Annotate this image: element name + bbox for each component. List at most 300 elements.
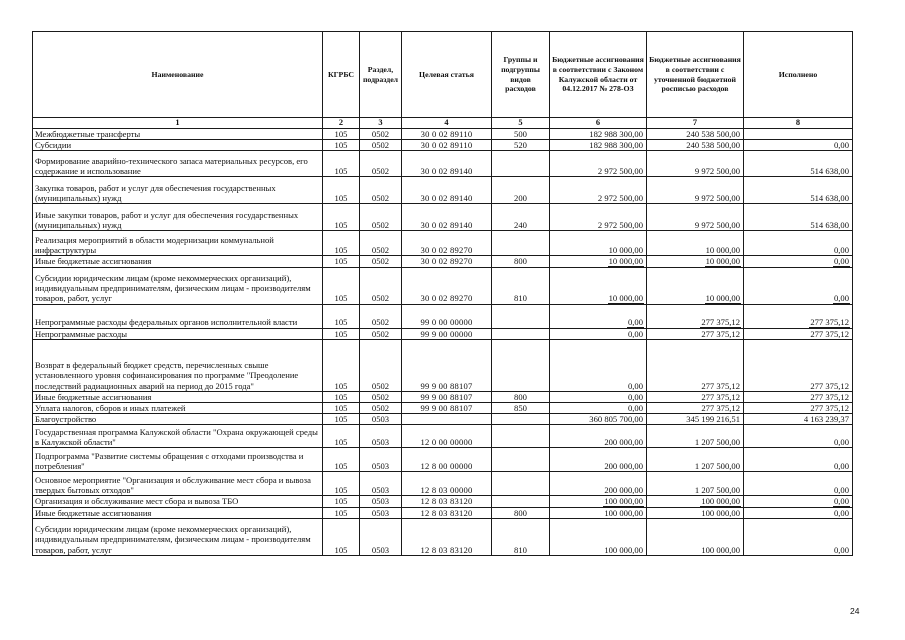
row-group-cell xyxy=(492,518,550,555)
row-target-cell xyxy=(402,267,492,304)
row-executed-amount-cell xyxy=(744,414,853,425)
column-number-row xyxy=(33,118,853,129)
row-target-text: 99 0 00 00000 xyxy=(420,317,473,328)
table-row xyxy=(33,328,853,339)
column-number: 7 xyxy=(647,118,744,129)
row-name-cell xyxy=(33,256,323,267)
row-name-cell xyxy=(33,496,323,507)
row-name-text: Формирование аварийно-технического запаса материальных ресурсов, его содержание и использование xyxy=(35,156,308,177)
row-kgrbs-text: 105 xyxy=(334,140,348,151)
row-executed-amount-cell xyxy=(744,151,853,177)
row-name-cell xyxy=(33,507,323,518)
row-law-amount-text: 100 000,00 xyxy=(604,544,643,555)
row-section-cell xyxy=(360,425,402,448)
row-refined-amount-cell xyxy=(647,448,744,472)
row-kgrbs-cell xyxy=(323,339,360,391)
table-row xyxy=(33,472,853,496)
row-target-cell xyxy=(402,472,492,496)
row-target-cell xyxy=(402,140,492,151)
row-target-cell xyxy=(402,177,492,204)
column-number: 1 xyxy=(33,118,323,129)
row-name-cell xyxy=(33,425,323,448)
row-law-amount-text: 0,00 xyxy=(627,380,643,391)
row-executed-amount-text: 277 375,12 xyxy=(810,403,849,414)
column-number: 8 xyxy=(744,118,853,129)
row-section-cell xyxy=(360,496,402,507)
row-section-cell xyxy=(360,339,402,391)
row-law-amount-cell xyxy=(550,518,647,555)
row-law-amount-text: 200 000,00 xyxy=(604,485,643,496)
row-executed-amount-cell xyxy=(744,339,853,391)
table-row xyxy=(33,403,853,414)
row-refined-amount-cell xyxy=(647,328,744,339)
row-law-amount-text: 0,00 xyxy=(627,403,643,414)
row-law-amount-text: 200 000,00 xyxy=(604,461,643,472)
row-kgrbs-cell xyxy=(323,140,360,151)
row-name-cell xyxy=(33,231,323,256)
row-law-amount-cell xyxy=(550,391,647,402)
row-law-amount-cell xyxy=(550,140,647,151)
row-section-cell xyxy=(360,507,402,518)
row-target-text: 99 9 00 88107 xyxy=(420,391,473,402)
row-law-amount-text: 10 000,00 xyxy=(608,245,643,256)
row-target-text: 12 0 00 00000 xyxy=(420,437,473,448)
row-name-cell xyxy=(33,391,323,402)
row-refined-amount-cell xyxy=(647,231,744,256)
row-refined-amount-text: 240 538 500,00 xyxy=(686,140,740,151)
row-refined-amount-text: 1 207 500,00 xyxy=(694,437,740,448)
row-executed-amount-cell xyxy=(744,518,853,555)
row-executed-amount-cell xyxy=(744,140,853,151)
row-target-text: 12 8 03 83120 xyxy=(420,544,473,555)
row-executed-amount-text: 277 375,12 xyxy=(810,328,849,339)
row-refined-amount-text: 277 375,12 xyxy=(701,317,740,328)
row-name-text: Основное мероприятие "Организация и обслуживание мест сбора и вывоза твердых бытовых отходов" xyxy=(35,475,311,496)
table-row xyxy=(33,496,853,507)
row-kgrbs-cell xyxy=(323,391,360,402)
row-law-amount-cell xyxy=(550,448,647,472)
row-refined-amount-text: 277 375,12 xyxy=(701,380,740,391)
row-section-text: 0502 xyxy=(371,245,390,256)
header-row xyxy=(33,32,853,118)
row-name-text: Иные бюджетные ассигнования xyxy=(35,507,152,518)
row-group-cell xyxy=(492,304,550,328)
row-section-cell xyxy=(360,403,402,414)
row-kgrbs-text: 105 xyxy=(334,461,348,472)
row-group-text: 240 xyxy=(514,220,527,231)
row-refined-amount-cell xyxy=(647,507,744,518)
row-refined-amount-text: 10 000,00 xyxy=(705,256,740,267)
row-name-cell xyxy=(33,304,323,328)
row-name-cell xyxy=(33,140,323,151)
row-executed-amount-text: 0,00 xyxy=(833,437,849,448)
header-name: Наименование xyxy=(33,32,323,118)
row-group-text: 800 xyxy=(514,391,527,402)
row-group-cell xyxy=(492,328,550,339)
row-group-cell xyxy=(492,140,550,151)
row-law-amount-cell xyxy=(550,507,647,518)
column-number: 3 xyxy=(360,118,402,129)
row-target-text: 99 9 00 88107 xyxy=(420,380,473,391)
table-row xyxy=(33,391,853,402)
row-target-text: 12 8 03 00000 xyxy=(420,485,473,496)
row-executed-amount-text: 4 163 239,37 xyxy=(803,414,849,425)
table-row xyxy=(33,414,853,425)
row-group-cell xyxy=(492,472,550,496)
row-kgrbs-cell xyxy=(323,267,360,304)
row-kgrbs-cell xyxy=(323,403,360,414)
row-name-text: Государственная программа Калужской области "Охрана окружающей среды в Калужской области" xyxy=(35,427,318,448)
row-name-text: Организация и обслуживание мест сбора и вывоза ТБО xyxy=(35,496,239,507)
header-groups: Группы и подгруппы видов расходов xyxy=(492,32,550,118)
row-group-text: 810 xyxy=(514,293,527,304)
row-law-amount-text: 200 000,00 xyxy=(604,437,643,448)
row-law-amount-cell xyxy=(550,267,647,304)
row-executed-amount-cell xyxy=(744,496,853,507)
row-name-cell xyxy=(33,267,323,304)
row-group-cell xyxy=(492,425,550,448)
row-section-text: 0502 xyxy=(371,166,390,177)
row-target-text: 99 9 00 00000 xyxy=(420,328,473,339)
row-name-cell xyxy=(33,129,323,140)
column-number: 2 xyxy=(323,118,360,129)
row-law-amount-cell xyxy=(550,472,647,496)
row-group-cell xyxy=(492,496,550,507)
row-kgrbs-text: 105 xyxy=(334,245,348,256)
row-law-amount-text: 100 000,00 xyxy=(604,507,643,518)
row-kgrbs-text: 105 xyxy=(334,380,348,391)
row-kgrbs-text: 105 xyxy=(334,507,348,518)
row-kgrbs-text: 105 xyxy=(334,403,348,414)
row-name-text: Уплата налогов, сборов и иных платежей xyxy=(35,403,186,414)
row-refined-amount-text: 9 972 500,00 xyxy=(694,220,740,231)
row-name-text: Возврат в федеральный бюджет средств, перечисленных свыше установленного уровня софинансирования по программе "Преодоление последствий радиационных аварий на период до 2015 года" xyxy=(35,360,299,391)
row-name-cell xyxy=(33,403,323,414)
row-target-cell xyxy=(402,496,492,507)
row-law-amount-cell xyxy=(550,129,647,140)
row-kgrbs-text: 105 xyxy=(334,193,348,204)
row-kgrbs-text: 105 xyxy=(334,293,348,304)
row-section-text: 0502 xyxy=(371,391,390,402)
row-section-cell xyxy=(360,414,402,425)
row-refined-amount-text: 1 207 500,00 xyxy=(694,461,740,472)
row-target-cell xyxy=(402,518,492,555)
row-group-cell xyxy=(492,256,550,267)
row-name-cell xyxy=(33,177,323,204)
row-section-cell xyxy=(360,472,402,496)
row-name-text: Субсидии юридическим лицам (кроме некоммерческих организаций), индивидуальным предпринимателям, физическим лицам - производителям товаров, работ, услуг xyxy=(35,273,311,304)
row-target-cell xyxy=(402,231,492,256)
row-law-amount-text: 360 805 700,00 xyxy=(589,414,643,425)
row-section-text: 0503 xyxy=(371,544,390,555)
row-refined-amount-cell xyxy=(647,518,744,555)
header-target: Целевая статья xyxy=(402,32,492,118)
column-number: 6 xyxy=(550,118,647,129)
row-executed-amount-text: 277 375,12 xyxy=(810,391,849,402)
row-law-amount-cell xyxy=(550,414,647,425)
row-law-amount-text: 0,00 xyxy=(627,391,643,402)
row-kgrbs-text: 105 xyxy=(334,391,348,402)
row-law-amount-text: 2 972 500,00 xyxy=(597,166,643,177)
row-law-amount-text: 182 988 300,00 xyxy=(589,129,643,139)
row-executed-amount-text: 514 638,00 xyxy=(810,166,849,177)
row-executed-amount-cell xyxy=(744,267,853,304)
table-row xyxy=(33,448,853,472)
row-executed-amount-text: 514 638,00 xyxy=(810,193,849,204)
row-law-amount-cell xyxy=(550,231,647,256)
row-target-cell xyxy=(402,328,492,339)
row-section-text: 0503 xyxy=(371,485,390,496)
row-target-text: 30 0 02 89140 xyxy=(420,166,473,177)
row-section-text: 0502 xyxy=(371,220,390,231)
row-kgrbs-text: 105 xyxy=(334,166,348,177)
row-law-amount-text: 2 972 500,00 xyxy=(597,220,643,231)
row-group-text: 500 xyxy=(514,129,527,139)
row-law-amount-text: 0,00 xyxy=(627,317,643,328)
page-number: 24 xyxy=(850,606,860,616)
row-target-cell xyxy=(402,151,492,177)
row-law-amount-cell xyxy=(550,204,647,231)
row-executed-amount-cell xyxy=(744,129,853,140)
header-section: Раздел, подраздел xyxy=(360,32,402,118)
row-section-text: 0503 xyxy=(371,437,390,448)
row-refined-amount-text: 10 000,00 xyxy=(705,245,740,256)
row-group-cell xyxy=(492,151,550,177)
row-target-text: 30 0 02 89270 xyxy=(420,293,473,304)
table-row xyxy=(33,129,853,140)
row-refined-amount-text: 1 207 500,00 xyxy=(694,485,740,496)
row-group-cell xyxy=(492,267,550,304)
row-law-amount-text: 10 000,00 xyxy=(608,256,643,267)
row-target-text: 30 0 02 89270 xyxy=(420,256,473,267)
row-refined-amount-cell xyxy=(647,140,744,151)
row-executed-amount-text: 277 375,12 xyxy=(810,380,849,391)
row-kgrbs-text: 105 xyxy=(334,437,348,448)
row-refined-amount-cell xyxy=(647,391,744,402)
row-name-cell xyxy=(33,151,323,177)
row-refined-amount-cell xyxy=(647,403,744,414)
table-row xyxy=(33,231,853,256)
row-group-cell xyxy=(492,177,550,204)
row-kgrbs-cell xyxy=(323,177,360,204)
row-refined-amount-cell xyxy=(647,129,744,140)
row-group-cell xyxy=(492,204,550,231)
row-refined-amount-text: 100 000,00 xyxy=(701,544,740,555)
table-row xyxy=(33,425,853,448)
table-row xyxy=(33,256,853,267)
row-section-cell xyxy=(360,304,402,328)
table-row xyxy=(33,267,853,304)
row-law-amount-text: 100 000,00 xyxy=(604,496,643,507)
row-executed-amount-cell xyxy=(744,204,853,231)
row-target-text: 30 0 02 89270 xyxy=(420,245,473,256)
row-refined-amount-text: 100 000,00 xyxy=(701,507,740,518)
row-name-cell xyxy=(33,328,323,339)
row-name-text: Реализация мероприятий в области модернизации коммунальной инфраструктуры xyxy=(35,235,274,256)
row-kgrbs-text: 105 xyxy=(334,220,348,231)
column-number: 4 xyxy=(402,118,492,129)
row-target-cell xyxy=(402,403,492,414)
row-name-cell xyxy=(33,204,323,231)
row-section-cell xyxy=(360,204,402,231)
row-target-text: 30 0 02 89140 xyxy=(420,193,473,204)
row-section-cell xyxy=(360,328,402,339)
row-name-cell xyxy=(33,518,323,555)
row-section-cell xyxy=(360,231,402,256)
row-name-text: Межбюджетные трансферты xyxy=(35,129,141,139)
row-executed-amount-cell xyxy=(744,507,853,518)
row-law-amount-text: 2 972 500,00 xyxy=(597,193,643,204)
row-name-text: Подпрограмма "Развитие системы обращения с отходами производства и потребления" xyxy=(35,451,304,472)
row-executed-amount-text: 0,00 xyxy=(833,140,849,151)
header-executed: Исполнено xyxy=(744,32,853,118)
row-group-cell xyxy=(492,129,550,140)
row-target-text: 12 8 00 00000 xyxy=(420,461,473,472)
row-refined-amount-text: 100 000,00 xyxy=(701,496,740,507)
row-group-cell xyxy=(492,339,550,391)
row-group-cell xyxy=(492,448,550,472)
row-target-cell xyxy=(402,425,492,448)
row-section-text: 0503 xyxy=(371,507,390,518)
row-section-text: 0503 xyxy=(371,496,390,507)
row-refined-amount-cell xyxy=(647,267,744,304)
row-executed-amount-text: 0,00 xyxy=(833,485,849,496)
row-refined-amount-cell xyxy=(647,414,744,425)
row-section-text: 0503 xyxy=(371,414,390,425)
row-target-text: 99 9 00 88107 xyxy=(420,403,473,414)
row-target-cell xyxy=(402,448,492,472)
budget-execution-table xyxy=(32,31,853,556)
row-section-text: 0502 xyxy=(371,140,390,151)
row-refined-amount-text: 10 000,00 xyxy=(705,293,740,304)
row-kgrbs-cell xyxy=(323,328,360,339)
row-target-text: 30 0 02 89110 xyxy=(420,140,473,151)
row-target-cell xyxy=(402,304,492,328)
row-name-text: Непрограммные расходы федеральных органов исполнительной власти xyxy=(35,317,298,328)
row-target-cell xyxy=(402,507,492,518)
row-name-cell xyxy=(33,448,323,472)
row-refined-amount-cell xyxy=(647,204,744,231)
table-row xyxy=(33,304,853,328)
row-refined-amount-cell xyxy=(647,472,744,496)
row-group-cell xyxy=(492,403,550,414)
row-kgrbs-text: 105 xyxy=(334,129,348,139)
row-target-text: 12 8 03 83120 xyxy=(420,507,473,518)
row-kgrbs-text: 105 xyxy=(334,328,348,339)
row-section-text: 0502 xyxy=(371,129,390,139)
row-refined-amount-text: 277 375,12 xyxy=(701,391,740,402)
row-section-cell xyxy=(360,391,402,402)
row-law-amount-cell xyxy=(550,496,647,507)
row-refined-amount-text: 345 199 216,51 xyxy=(686,414,740,425)
row-name-text: Закупка товаров, работ и услуг для обеспечения государственных (муниципальных) нужд xyxy=(35,183,276,204)
row-target-text: 30 0 02 89110 xyxy=(420,129,473,139)
row-kgrbs-cell xyxy=(323,231,360,256)
row-executed-amount-cell xyxy=(744,448,853,472)
row-executed-amount-cell xyxy=(744,231,853,256)
row-executed-amount-text: 0,00 xyxy=(833,544,849,555)
table-body xyxy=(33,129,853,556)
row-law-amount-text: 182 988 300,00 xyxy=(589,140,643,151)
row-section-cell xyxy=(360,256,402,267)
row-kgrbs-cell xyxy=(323,472,360,496)
row-kgrbs-cell xyxy=(323,518,360,555)
row-kgrbs-cell xyxy=(323,448,360,472)
row-kgrbs-cell xyxy=(323,304,360,328)
row-executed-amount-cell xyxy=(744,177,853,204)
row-law-amount-cell xyxy=(550,339,647,391)
row-refined-amount-cell xyxy=(647,151,744,177)
row-section-cell xyxy=(360,151,402,177)
row-refined-amount-text: 277 375,12 xyxy=(701,403,740,414)
row-kgrbs-cell xyxy=(323,129,360,140)
row-executed-amount-cell xyxy=(744,391,853,402)
row-executed-amount-cell xyxy=(744,328,853,339)
row-name-cell xyxy=(33,472,323,496)
row-executed-amount-text: 0,00 xyxy=(833,293,849,304)
row-name-text: Благоустройство xyxy=(35,414,97,425)
row-group-text: 800 xyxy=(514,507,527,518)
table-row xyxy=(33,177,853,204)
row-section-text: 0502 xyxy=(371,293,390,304)
row-executed-amount-text: 514 638,00 xyxy=(810,220,849,231)
row-kgrbs-text: 105 xyxy=(334,317,348,328)
row-law-amount-text: 0,00 xyxy=(627,328,643,339)
row-target-cell xyxy=(402,414,492,425)
row-refined-amount-cell xyxy=(647,339,744,391)
row-group-text: 520 xyxy=(514,140,527,151)
row-kgrbs-cell xyxy=(323,256,360,267)
row-kgrbs-cell xyxy=(323,151,360,177)
row-executed-amount-text: 0,00 xyxy=(833,461,849,472)
row-name-text: Субсидии юридическим лицам (кроме некоммерческих организаций), индивидуальным предпринимателям, физическим лицам - производителям товаров, работ, услуг xyxy=(35,524,311,555)
row-kgrbs-text: 105 xyxy=(334,256,348,267)
row-kgrbs-text: 105 xyxy=(334,414,348,425)
row-executed-amount-cell xyxy=(744,304,853,328)
row-kgrbs-cell xyxy=(323,204,360,231)
row-section-text: 0503 xyxy=(371,461,390,472)
row-executed-amount-text: 0,00 xyxy=(833,507,849,518)
column-number: 5 xyxy=(492,118,550,129)
row-name-text: Непрограммные расходы xyxy=(35,328,128,339)
row-executed-amount-cell xyxy=(744,403,853,414)
row-refined-amount-text: 9 972 500,00 xyxy=(694,166,740,177)
row-section-text: 0502 xyxy=(371,193,390,204)
row-name-text: Иные бюджетные ассигнования xyxy=(35,391,152,402)
row-refined-amount-cell xyxy=(647,256,744,267)
row-executed-amount-cell xyxy=(744,472,853,496)
row-group-cell xyxy=(492,231,550,256)
row-kgrbs-cell xyxy=(323,507,360,518)
row-refined-amount-text: 240 538 500,00 xyxy=(686,129,740,139)
row-name-text: Иные бюджетные ассигнования xyxy=(35,256,152,267)
row-kgrbs-cell xyxy=(323,496,360,507)
row-group-cell xyxy=(492,507,550,518)
row-section-text: 0502 xyxy=(371,256,390,267)
row-executed-amount-cell xyxy=(744,425,853,448)
row-section-cell xyxy=(360,267,402,304)
row-refined-amount-cell xyxy=(647,177,744,204)
table-row xyxy=(33,518,853,555)
row-refined-amount-cell xyxy=(647,496,744,507)
row-target-cell xyxy=(402,204,492,231)
table-row xyxy=(33,204,853,231)
row-group-text: 810 xyxy=(514,544,527,555)
row-name-text: Субсидии xyxy=(35,140,72,151)
row-section-cell xyxy=(360,129,402,140)
row-refined-amount-cell xyxy=(647,425,744,448)
row-target-cell xyxy=(402,339,492,391)
